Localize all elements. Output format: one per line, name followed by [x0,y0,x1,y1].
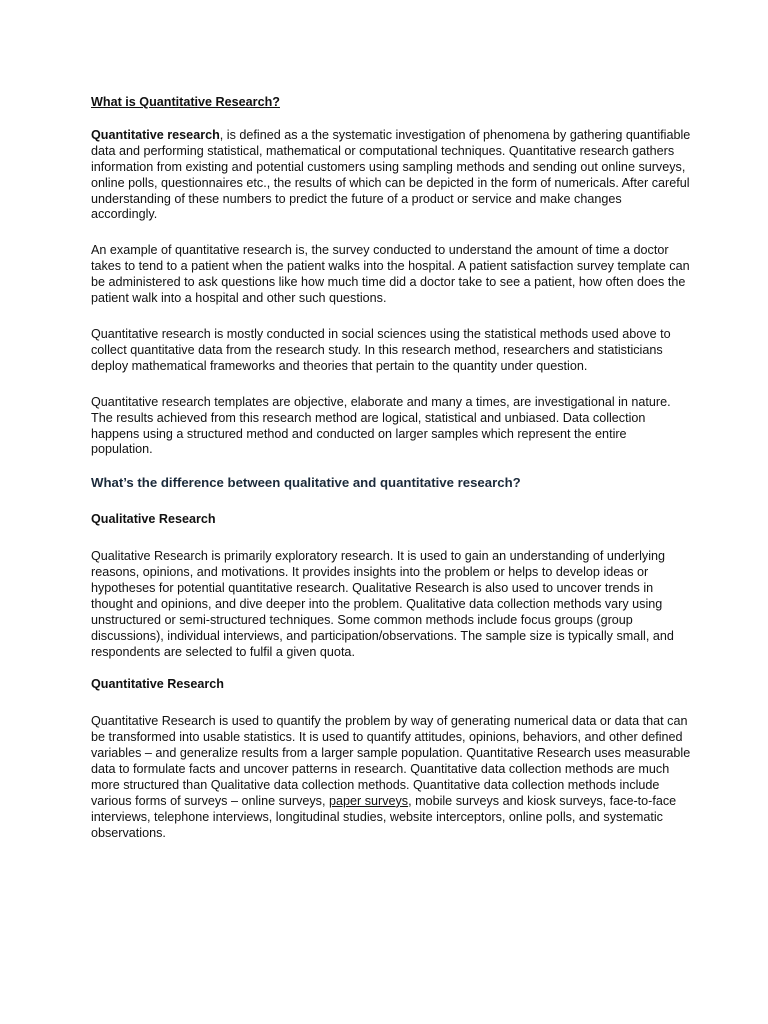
difference-heading: What’s the difference between qualitative and quantitative research? [91,475,521,491]
paper-surveys-link[interactable]: paper surveys [328,793,409,808]
paragraph-templates: Quantitative research templates are objective, elaborate and many a times, are investigational in nature. The results achieved from this research method are logical, statistical and unbiased. Data collection happens using a structured method and conducted on larger samples which represent the entire population. [91,394,671,457]
document-title: What is Quantitative Research? [91,95,280,109]
paragraph-social-sciences: Quantitative research is mostly conducted in social sciences using the statistical methods used above to collect quantitative data from the research study. In this research method, researchers and statisticians deploy mathematical frameworks and theories that pertain to the quantity under question. [91,326,671,373]
qualitative-heading: Qualitative Research [91,512,216,527]
qualitative-paragraph: Qualitative Research is primarily exploratory research. It is used to gain an understanding of underlying reasons, opinions, and motivations. It provides insights into the problem or helps to develop ideas or hypotheses for potential quantitative research. Qualitative Research is also used to uncover trends in thought and opinions, and dive deeper into the problem. Qualitative data collection methods vary using unstructured or semi-structured techniques. Some common methods include focus groups (group discussions), individual interviews, and participation/observations. The sample size is typically small, and respondents are selected to fulfil a given quota. [91,549,674,659]
definition-term: Quantitative research [91,127,220,142]
quantitative-heading: Quantitative Research [91,677,224,692]
quantitative-text-start: Quantitative Research is used to quantify the problem by way of generating numerical data or data that can be transformed into usable statistics. It is used to quantify attitudes, opinions, behaviors, and other defined variables – and generalize results from a larger sample population. Quantitative Research uses measurable data to formulate facts and uncover patterns in research. Quantitative data collection methods are much more structured than Qualitative data collection methods. Quantitative data collection methods include various forms of surveys – online surveys, [91,714,691,808]
paragraph-example: An example of quantitative research is, the survey conducted to understand the amount of time a doctor takes to tend to a patient when the patient walks into the hospital. A patient satisfaction survey template can be administered to ask questions like how much time did a doctor take to see a patient, how often does the patient walk into a hospital and other such questions. [91,243,690,306]
quantitative-text-end: , mobile surveys and kiosk surveys, face-to-face interviews, telephone interviews, longitudinal studies, website interceptors, online polls, and systematic observations. [91,793,677,840]
definition-text: , is defined as a the systematic investigation of phenomena by gathering quantifiable data and performing statistical, mathematical or computational techniques. Quantitative research gathers information from existing and potential customers using sampling methods and sending out online surveys, online polls, questionnaires etc., the results of which can be depicted in the form of numericals. After careful understanding of these numbers to predict the future of a product or service and make changes accordingly. [91,127,691,222]
document-page [91,95,691,862]
quantitative-paragraph [91,714,691,841]
paragraph-definition [91,128,691,223]
